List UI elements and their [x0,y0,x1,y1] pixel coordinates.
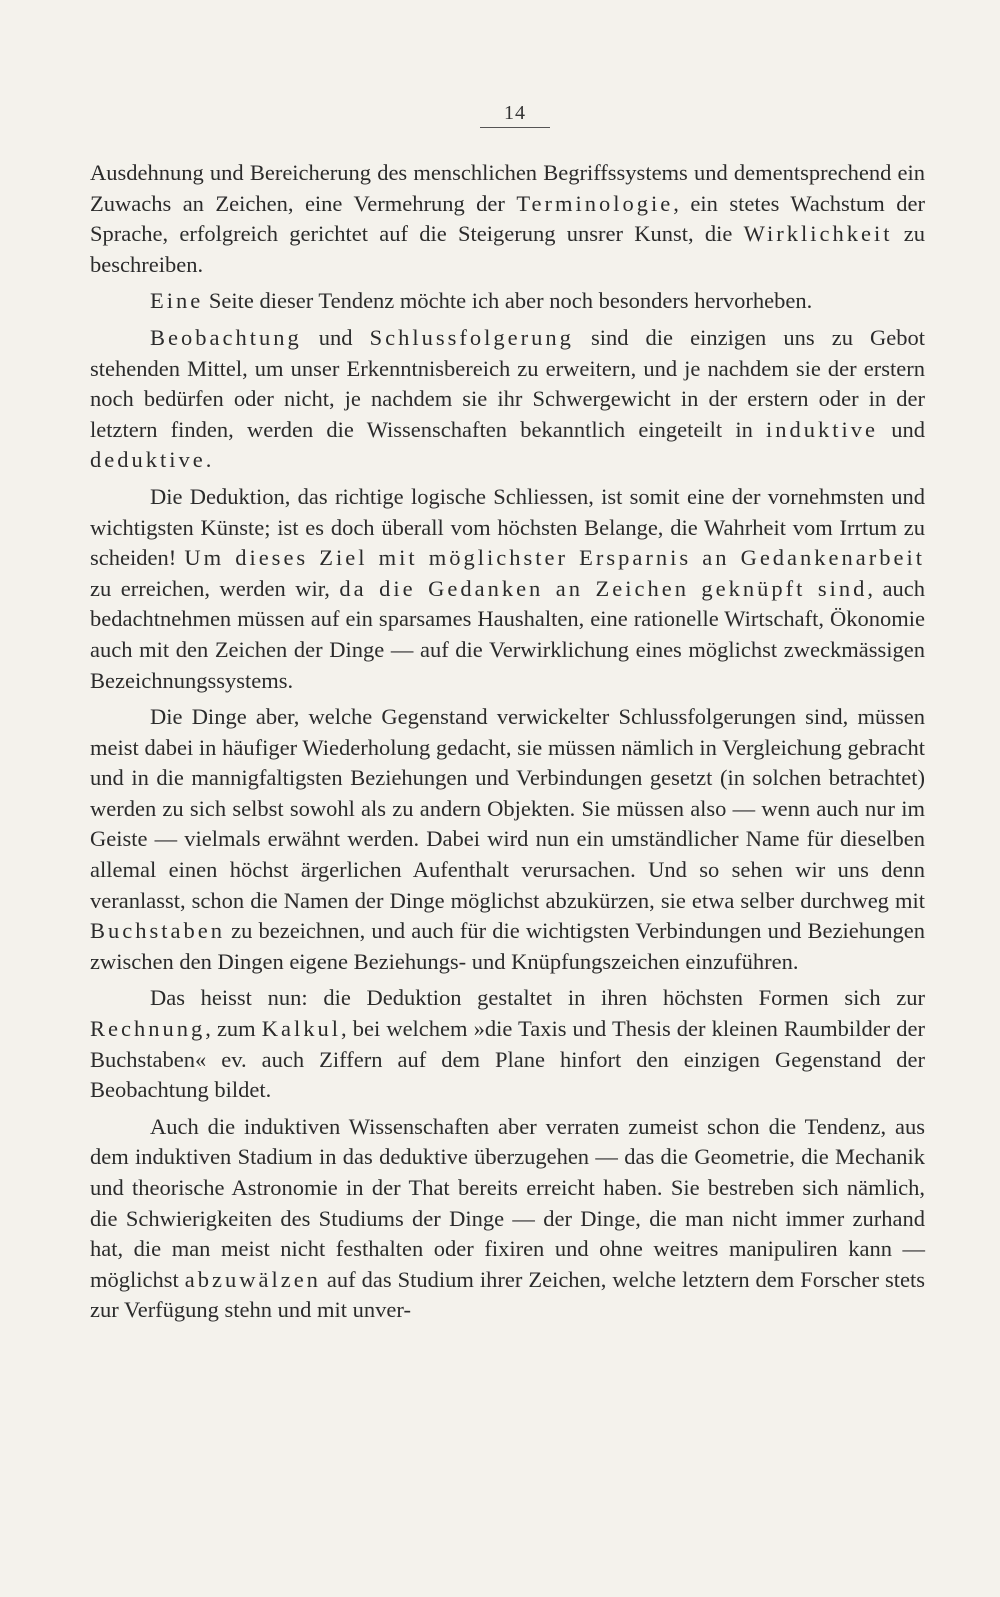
text-segment: , auch bedachtnehmen müssen auf ein sparsames Haushalten, eine rationelle Wirtschaft, Ökonomie auch mit den Zeichen der Dinge — auf die Verwirklichung eines möglichst zweckmässigen Bezeichnungssystems. [90,575,925,693]
paragraph-4 [90,482,925,696]
text-segment: , ein stetes Wachstum der Sprache, erfolgreich gerichtet auf die Steigerung unsrer Kunst, die [90,190,925,247]
page-number: 14 [480,102,550,128]
text-segment: Die Dinge aber, welche Gegenstand verwickelter Schlussfolgerungen sind, müssen meist dabei in häufiger Wiederholung gedacht, sie müssen nämlich in Vergleichung gebracht und in die mannigfaltigsten Beziehungen und Verbindungen gesetzt (in solchen betrachtet) werden zu sich selbst sowohl als zu andern Objekten. Sie müssen also — wenn auch nur im Geiste — vielmals erwähnt werden. Dabei wird nun ein umständlicher Name für dieselben allemal einen höchst ärgerlichen Aufenthalt verursachen. Und so sehen wir uns denn veranlasst, schon die Namen der Dinge möglichst abzukürzen, sie etwa selber durchweg mit [90,704,925,913]
spaced-term: Buchstaben [90,918,225,944]
spaced-term: deduktive [90,447,206,473]
paragraph-3 [90,323,925,476]
text-segment: zu erreichen, werden wir, [90,575,340,601]
text-segment: zu bezeichnen, und auch für die wichtigsten Verbindungen und Beziehungen zwischen den Dingen eigene Beziehungs- und Knüpfungszeichen einzuführen. [90,918,925,974]
text-segment: Auch die induktiven Wissenschaften aber verraten zumeist schon die Tendenz, aus dem induktiven Stadium in das deduktive überzugehen — das die Geometrie, die Mechanik und theorische Astronomie in der That bereits erreicht haben. Sie bestreben sich nämlich, die Schwierigkeiten des Studiums der Dinge — der Dinge, die man nicht immer zurhand hat, die man meist nicht festhalten oder fixiren und ohne weitres manipuliren kann — möglichst [90,1113,925,1292]
text-segment: Seite dieser Tendenz möchte ich aber noch besonders hervorheben. [203,288,813,314]
text-segment: . [205,447,212,473]
paragraph-7 [90,1112,925,1326]
spaced-term: Eine [150,288,204,314]
text-segment: , bei welchem »die Taxis und Thesis der kleinen Raumbilder der Buchstaben« ev. auch Ziffern auf dem Plane hinfort den einzigen Gegenstand der Beobachtung bildet. [90,1016,925,1103]
spaced-term: Kalkul [261,1016,342,1042]
paragraph-1 [90,158,925,280]
spaced-term: Um dieses Ziel mit möglichster Ersparnis an Gedankenarbeit [184,545,925,571]
text-segment: , zum [205,1016,262,1042]
spaced-term: da die Gedanken an Zeichen geknüpft sind [339,575,868,601]
spaced-term: Schlussfolgerung [369,324,574,350]
text-segment: Das heisst nun: die Deduktion gestaltet in ihren höchsten Formen sich zur [150,985,925,1011]
spaced-term: Rechnung [90,1016,206,1042]
text-segment: Die Deduktion, das richtige logische Schliessen, ist somit eine der vornehmsten und wichtigsten Künste; ist es doch überall vom höchsten Belange, die Wahrheit vom Irrtum zu scheiden! [90,483,925,571]
body-text [90,158,925,1332]
spaced-term: Beobachtung [150,324,302,350]
text-segment: zu beschreiben. [90,221,925,277]
paragraph-2 [90,286,925,317]
spaced-term: induktive [766,416,879,442]
paragraph-5 [90,702,925,977]
text-segment: sind die einzigen uns zu Gebot stehenden Mittel, um unser Erkenntnisbereich zu erweitern, und je nachdem sie der erstern noch bedürfen oder nicht, je nachdem sie ihr Schwergewicht in der erstern oder in der letztern finden, werden die Wissenschaften bekanntlich eingeteilt in [90,324,926,442]
spaced-term: abzuwälzen [184,1266,321,1292]
spaced-term: Terminologie [516,190,674,216]
paragraph-6 [90,983,925,1105]
text-segment: auf das Studium ihrer Zeichen, welche letztern dem Forscher stets zur Verfügung stehn und mit unver- [90,1266,925,1323]
text-segment: Ausdehnung und Bereicherung des menschlichen Begriffssystems und dementsprechend ein Zuwachs an Zeichen, eine Vermehrung der [90,160,925,216]
text-segment: und [878,416,925,442]
text-segment: und [301,324,370,350]
spaced-term: Wirklichkeit [743,221,893,247]
